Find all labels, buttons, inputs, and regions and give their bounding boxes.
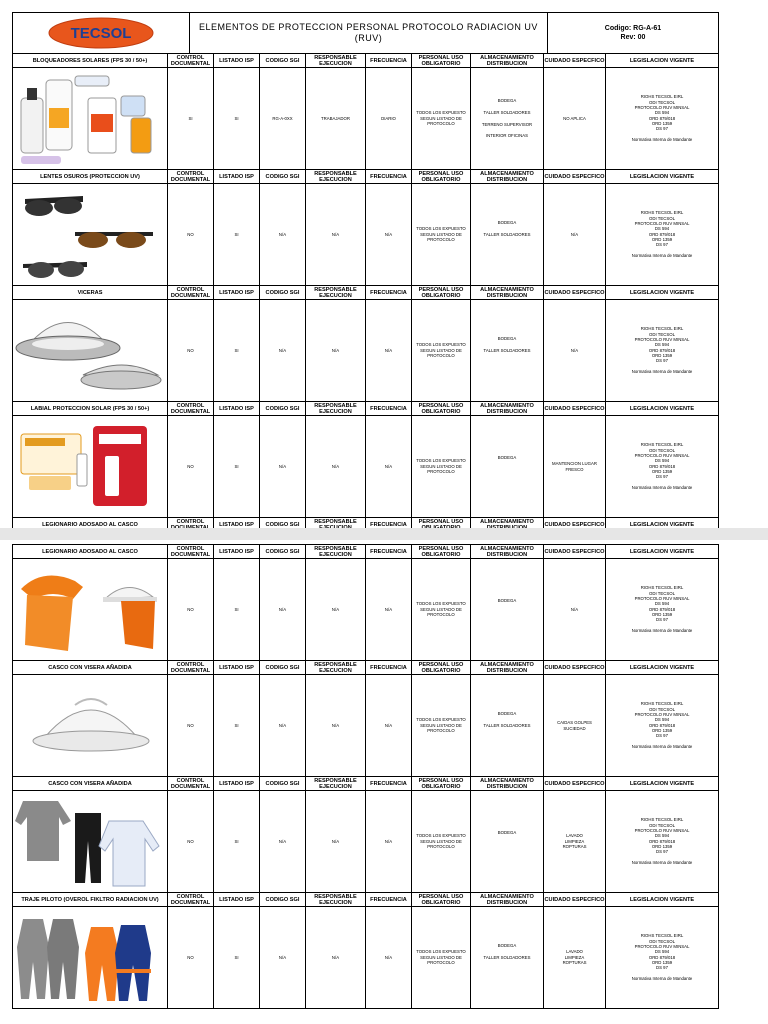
col-header-frecuencia: FRECUENCIA	[366, 777, 412, 791]
col-header-responsable: RESPONSABLE EJECUCION	[306, 518, 366, 529]
responsable-value: N/A	[306, 416, 366, 518]
responsable-value: N/A	[306, 791, 366, 893]
col-header-sgi: CODIGO SGI	[260, 518, 306, 529]
product-image	[13, 791, 168, 893]
almacenamiento-value: BODEGA	[471, 416, 544, 518]
col-header-isp: LISTADO ISP	[214, 170, 260, 184]
cuidado-value: N/A	[544, 300, 606, 402]
col-header-control: CONTROL DOCUMENTAL	[168, 402, 214, 416]
col-header-sgi: CODIGO SGI	[260, 54, 306, 68]
sgi-value: N/A	[260, 791, 306, 893]
legislacion-value: RIOHS TECSOL EIRL ODI TECSOL PROTOCOLO RUV MINSAL DS 594 ORD 879/018 ORD 1359 DS 97 Normativa Interna de Mandante	[606, 559, 719, 661]
sgi-value: N/A	[260, 300, 306, 402]
item-name: VICERAS	[13, 286, 168, 300]
item-data-row	[13, 300, 719, 402]
section-header-row	[13, 286, 719, 300]
col-header-uso: PERSONAL USO OBLIGATORIO	[412, 893, 471, 907]
uso-value: TODOS LOS EXPUESTO SEGUN LISTADO DE PROTOCOLO	[412, 907, 471, 1009]
frecuencia-value: N/A	[366, 184, 412, 286]
isp-value: SI	[214, 559, 260, 661]
item-data-row	[13, 675, 719, 777]
item-data-row	[13, 184, 719, 286]
page-separator	[0, 528, 768, 540]
document-title-cell	[190, 13, 548, 54]
item-name: LEGIONARIO ADOSADO AL CASCO	[13, 545, 168, 559]
product-image	[13, 416, 168, 518]
col-header-legislacion: LEGISLACION VIGENTE	[606, 518, 719, 529]
document-revision: Rev: 00	[620, 34, 646, 41]
epp-table-page-2	[12, 544, 719, 1009]
col-header-isp: LISTADO ISP	[214, 893, 260, 907]
control-value: NO	[168, 416, 214, 518]
cuidado-value: NO APLICA	[544, 68, 606, 170]
col-header-isp: LISTADO ISP	[214, 286, 260, 300]
col-header-control: CONTROL DOCUMENTAL	[168, 286, 214, 300]
isp-value: SI	[214, 68, 260, 170]
col-header-isp: LISTADO ISP	[214, 777, 260, 791]
cuidado-value: CAIDAS GOLPES SUCIEDAD	[544, 675, 606, 777]
cuidado-value: N/A	[544, 559, 606, 661]
col-header-control: CONTROL DOCUMENTAL	[168, 170, 214, 184]
frecuencia-value: N/A	[366, 300, 412, 402]
control-value: NO	[168, 907, 214, 1009]
col-header-responsable: RESPONSABLE EJECUCION	[306, 893, 366, 907]
sgi-value: N/A	[260, 416, 306, 518]
cuidado-value: LAVADO LIMPIEZA ROPTURAS	[544, 907, 606, 1009]
control-value: NO	[168, 675, 214, 777]
col-header-sgi: CODIGO SGI	[260, 402, 306, 416]
col-header-almacenamiento: ALMACENAMIENTO DISTRIBUCION	[471, 661, 544, 675]
col-header-responsable: RESPONSABLE EJECUCION	[306, 545, 366, 559]
col-header-isp: LISTADO ISP	[214, 518, 260, 529]
isp-value: SI	[214, 184, 260, 286]
col-header-cuidado: CUIDADO ESPECFICO	[544, 661, 606, 675]
uso-value: TODOS LOS EXPUESTO SEGUN LISTADO DE PROTOCOLO	[412, 416, 471, 518]
col-header-sgi: CODIGO SGI	[260, 170, 306, 184]
section-header-row	[13, 170, 719, 184]
product-image	[13, 675, 168, 777]
item-name: LENTES OSUROS (PROTECCION UV)	[13, 170, 168, 184]
control-value: SI	[168, 68, 214, 170]
legislacion-value: RIOHS TECSOL EIRL ODI TECSOL PROTOCOLO RUV MINSAL DS 594 ORD 879/018 ORD 1359 DS 97 Normativa Interna de Mandante	[606, 675, 719, 777]
col-header-uso: PERSONAL USO OBLIGATORIO	[412, 518, 471, 529]
col-header-frecuencia: FRECUENCIA	[366, 54, 412, 68]
item-data-row	[13, 416, 719, 518]
cuidado-value: N/A	[544, 184, 606, 286]
cuidado-value: MANTENCION LUGAR FRESCO	[544, 416, 606, 518]
cuidado-value: LAVADO LIMPIEZA ROPTURAS	[544, 791, 606, 893]
col-header-almacenamiento: ALMACENAMIENTO DISTRIBUCION	[471, 402, 544, 416]
almacenamiento-value: BODEGA TALLER SOLDADORES TERRENO SUPERVISOR INTERIOR OFICINAS	[471, 68, 544, 170]
section-header-row	[13, 777, 719, 791]
responsable-value: N/A	[306, 184, 366, 286]
isp-value: SI	[214, 300, 260, 402]
legislacion-value: RIOHS TECSOL EIRL ODI TECSOL PROTOCOLO RUV MINSAL DS 594 ORD 879/018 ORD 1359 DS 97 Normativa Interna de Mandante	[606, 300, 719, 402]
responsable-value: N/A	[306, 300, 366, 402]
frecuencia-value: DIARIO	[366, 68, 412, 170]
col-header-uso: PERSONAL USO OBLIGATORIO	[412, 170, 471, 184]
section-header-row	[13, 893, 719, 907]
col-header-cuidado: CUIDADO ESPECFICO	[544, 286, 606, 300]
col-header-responsable: RESPONSABLE EJECUCION	[306, 661, 366, 675]
col-header-legislacion: LEGISLACION VIGENTE	[606, 170, 719, 184]
col-header-uso: PERSONAL USO OBLIGATORIO	[412, 661, 471, 675]
frecuencia-value: N/A	[366, 791, 412, 893]
col-header-frecuencia: FRECUENCIA	[366, 661, 412, 675]
col-header-sgi: CODIGO SGI	[260, 286, 306, 300]
col-header-frecuencia: FRECUENCIA	[366, 518, 412, 529]
responsable-value: N/A	[306, 907, 366, 1009]
product-image	[13, 907, 168, 1009]
col-header-legislacion: LEGISLACION VIGENTE	[606, 286, 719, 300]
section-header-row	[13, 402, 719, 416]
isp-value: SI	[214, 416, 260, 518]
col-header-legislacion: LEGISLACION VIGENTE	[606, 777, 719, 791]
col-header-uso: PERSONAL USO OBLIGATORIO	[412, 402, 471, 416]
control-value: NO	[168, 559, 214, 661]
col-header-frecuencia: FRECUENCIA	[366, 286, 412, 300]
col-header-uso: PERSONAL USO OBLIGATORIO	[412, 777, 471, 791]
almacenamiento-value: BODEGA TALLER SOLDADORES	[471, 184, 544, 286]
col-header-almacenamiento: ALMACENAMIENTO DISTRIBUCION	[471, 286, 544, 300]
company-logo	[13, 13, 190, 54]
responsable-value: TRABAJADOR	[306, 68, 366, 170]
legislacion-value: RIOHS TECSOL EIRL ODI TECSOL PROTOCOLO RUV MINSAL DS 594 ORD 879/018 ORD 1359 DS 97 Normativa Interna de Mandante	[606, 68, 719, 170]
sgi-value: N/A	[260, 675, 306, 777]
control-value: NO	[168, 184, 214, 286]
control-value: NO	[168, 300, 214, 402]
frecuencia-value: N/A	[366, 907, 412, 1009]
col-header-control: CONTROL DOCUMENTAL	[168, 545, 214, 559]
col-header-cuidado: CUIDADO ESPECFICO	[544, 893, 606, 907]
sgi-value: N/A	[260, 559, 306, 661]
col-header-uso: PERSONAL USO OBLIGATORIO	[412, 545, 471, 559]
col-header-almacenamiento: ALMACENAMIENTO DISTRIBUCION	[471, 170, 544, 184]
logo-text: TECSOL	[70, 25, 132, 42]
col-header-frecuencia: FRECUENCIA	[366, 402, 412, 416]
sgi-value: RG-A-0XX	[260, 68, 306, 170]
uso-value: TODOS LOS EXPUESTO SEGUN LISTADO DE PROTOCOLO	[412, 184, 471, 286]
col-header-cuidado: CUIDADO ESPECFICO	[544, 518, 606, 529]
item-data-row	[13, 907, 719, 1009]
uso-value: TODOS LOS EXPUESTO SEGUN LISTADO DE PROTOCOLO	[412, 300, 471, 402]
document-code: Codigo: RG-A-61	[604, 25, 662, 32]
col-header-isp: LISTADO ISP	[214, 54, 260, 68]
item-data-row	[13, 68, 719, 170]
col-header-sgi: CODIGO SGI	[260, 661, 306, 675]
section-header-row	[13, 661, 719, 675]
section-header-row	[13, 545, 719, 559]
item-data-row	[13, 559, 719, 661]
item-name: LABIAL PROTECCION SOLAR (FPS 30 / 50+)	[13, 402, 168, 416]
col-header-responsable: RESPONSABLE EJECUCION	[306, 170, 366, 184]
almacenamiento-value: BODEGA	[471, 559, 544, 661]
col-header-control: CONTROL DOCUMENTAL	[168, 661, 214, 675]
col-header-cuidado: CUIDADO ESPECFICO	[544, 54, 606, 68]
sgi-value: N/A	[260, 907, 306, 1009]
col-header-cuidado: CUIDADO ESPECFICO	[544, 777, 606, 791]
legislacion-value: RIOHS TECSOL EIRL ODI TECSOL PROTOCOLO RUV MINSAL DS 594 ORD 879/018 ORD 1359 DS 97 Normativa Interna de Mandante	[606, 791, 719, 893]
col-header-almacenamiento: ALMACENAMIENTO DISTRIBUCION	[471, 518, 544, 529]
document-title: ELEMENTOS DE PROTECCION PERSONAL PROTOCOLO RADIACION UV (RUV)	[199, 22, 538, 43]
col-header-responsable: RESPONSABLE EJECUCION	[306, 402, 366, 416]
legislacion-value: RIOHS TECSOL EIRL ODI TECSOL PROTOCOLO RUV MINSAL DS 594 ORD 879/018 ORD 1359 DS 97 Normativa Interna de Mandante	[606, 907, 719, 1009]
isp-value: SI	[214, 675, 260, 777]
col-header-legislacion: LEGISLACION VIGENTE	[606, 402, 719, 416]
item-name: LEGIONARIO ADOSADO AL CASCO	[13, 518, 168, 529]
col-header-frecuencia: FRECUENCIA	[366, 893, 412, 907]
item-name: CASCO CON VISERA AÑADIDA	[13, 661, 168, 675]
col-header-sgi: CODIGO SGI	[260, 777, 306, 791]
responsable-value: N/A	[306, 675, 366, 777]
legislacion-value: RIOHS TECSOL EIRL ODI TECSOL PROTOCOLO RUV MINSAL DS 594 ORD 879/018 ORD 1359 DS 97 Normativa Interna de Mandante	[606, 184, 719, 286]
col-header-isp: LISTADO ISP	[214, 661, 260, 675]
product-image	[13, 559, 168, 661]
product-image	[13, 300, 168, 402]
col-header-cuidado: CUIDADO ESPECFICO	[544, 170, 606, 184]
col-header-isp: LISTADO ISP	[214, 545, 260, 559]
col-header-isp: LISTADO ISP	[214, 402, 260, 416]
frecuencia-value: N/A	[366, 416, 412, 518]
epp-table-page-1	[12, 53, 719, 528]
isp-value: SI	[214, 907, 260, 1009]
col-header-almacenamiento: ALMACENAMIENTO DISTRIBUCION	[471, 777, 544, 791]
col-header-control: CONTROL DOCUMENTAL	[168, 518, 214, 529]
document-code-cell	[548, 13, 719, 54]
item-name: BLOQUEADORES SOLARES (FPS 30 / 50+)	[13, 54, 168, 68]
col-header-almacenamiento: ALMACENAMIENTO DISTRIBUCION	[471, 893, 544, 907]
col-header-cuidado: CUIDADO ESPECFICO	[544, 402, 606, 416]
product-image	[13, 68, 168, 170]
col-header-control: CONTROL DOCUMENTAL	[168, 777, 214, 791]
almacenamiento-value: BODEGA	[471, 791, 544, 893]
product-image	[13, 184, 168, 286]
col-header-responsable: RESPONSABLE EJECUCION	[306, 777, 366, 791]
col-header-responsable: RESPONSABLE EJECUCION	[306, 286, 366, 300]
col-header-frecuencia: FRECUENCIA	[366, 545, 412, 559]
uso-value: TODOS LOS EXPUESTO SEGUN LISTADO DE PROTOCOLO	[412, 675, 471, 777]
col-header-control: CONTROL DOCUMENTAL	[168, 893, 214, 907]
document-header	[12, 12, 719, 54]
section-header-row	[13, 54, 719, 68]
almacenamiento-value: BODEGA TALLER SOLDADORES	[471, 675, 544, 777]
legislacion-value: RIOHS TECSOL EIRL ODI TECSOL PROTOCOLO RUV MINSAL DS 594 ORD 879/018 ORD 1359 DS 97 Normativa Interna de Mandante	[606, 416, 719, 518]
uso-value: TODOS LOS EXPUESTO SEGUN LISTADO DE PROTOCOLO	[412, 791, 471, 893]
col-header-legislacion: LEGISLACION VIGENTE	[606, 661, 719, 675]
frecuencia-value: N/A	[366, 559, 412, 661]
col-header-frecuencia: FRECUENCIA	[366, 170, 412, 184]
col-header-sgi: CODIGO SGI	[260, 545, 306, 559]
uso-value: TODOS LOS EXPUESTO SEGUN LISTADO DE PROTOCOLO	[412, 559, 471, 661]
col-header-legislacion: LEGISLACION VIGENTE	[606, 893, 719, 907]
responsable-value: N/A	[306, 559, 366, 661]
item-data-row	[13, 791, 719, 893]
document-page-2	[0, 540, 768, 1024]
isp-value: SI	[214, 791, 260, 893]
section-header-row	[13, 518, 719, 529]
col-header-uso: PERSONAL USO OBLIGATORIO	[412, 54, 471, 68]
almacenamiento-value: BODEGA TALLER SOLDADORES	[471, 907, 544, 1009]
uso-value: TODOS LOS EXPUESTO SEGUN LISTADO DE PROTOCOLO	[412, 68, 471, 170]
sgi-value: N/A	[260, 184, 306, 286]
col-header-sgi: CODIGO SGI	[260, 893, 306, 907]
item-name: CASCO CON VISERA AÑADIDA	[13, 777, 168, 791]
col-header-control: CONTROL DOCUMENTAL	[168, 54, 214, 68]
col-header-cuidado: CUIDADO ESPECFICO	[544, 545, 606, 559]
control-value: NO	[168, 791, 214, 893]
col-header-responsable: RESPONSABLE EJECUCION	[306, 54, 366, 68]
col-header-almacenamiento: ALMACENAMIENTO DISTRIBUCION	[471, 545, 544, 559]
col-header-legislacion: LEGISLACION VIGENTE	[606, 54, 719, 68]
almacenamiento-value: BODEGA TALLER SOLDADORES	[471, 300, 544, 402]
frecuencia-value: N/A	[366, 675, 412, 777]
col-header-uso: PERSONAL USO OBLIGATORIO	[412, 286, 471, 300]
item-name: TRAJE PILOTO (OVEROL FIKLTRO RADIACION UV)	[13, 893, 168, 907]
col-header-legislacion: LEGISLACION VIGENTE	[606, 545, 719, 559]
col-header-almacenamiento: ALMACENAMIENTO DISTRIBUCION	[471, 54, 544, 68]
